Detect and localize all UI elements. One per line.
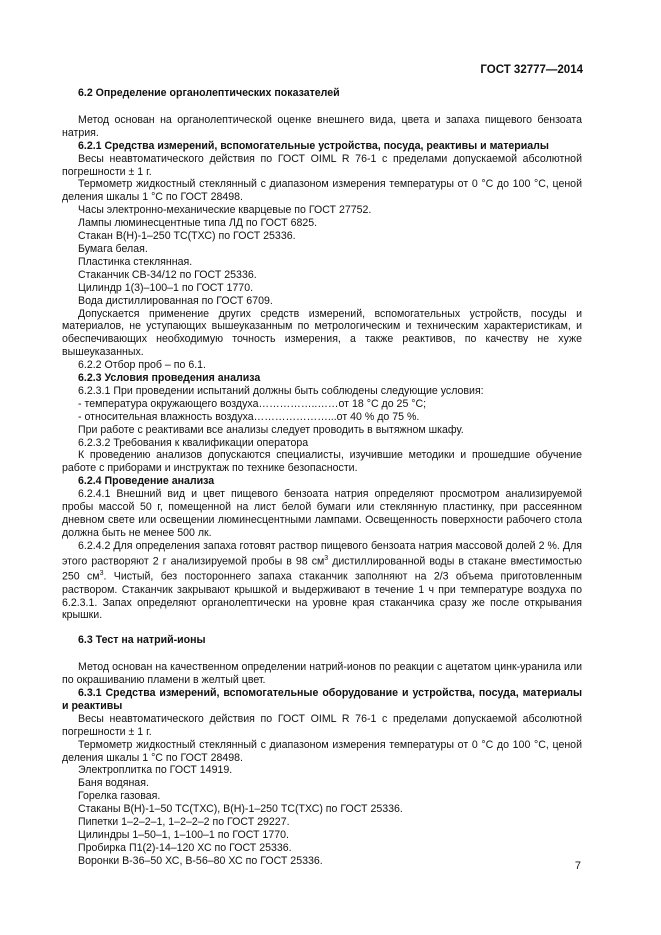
list-item: Стаканчик СВ-34/12 по ГОСТ 25336. xyxy=(78,268,257,281)
subsection-6-2-4-2 xyxy=(62,540,582,623)
standard-header: ГОСТ 32777—2014 xyxy=(480,64,583,76)
subsection-6-2-3-2: 6.2.3.2 Требования к квалификации оператора xyxy=(78,436,309,449)
subsection-6-2-2: 6.2.2 Отбор проб – по 6.1. xyxy=(78,359,206,372)
list-item: Пластинка стеклянная. xyxy=(78,255,193,268)
list-item: Баня водяная. xyxy=(78,777,149,790)
section-6-3-title: 6.3 Тест на натрий-ионы xyxy=(78,634,206,647)
list-item: Воронки В-36–50 ХС, В-56–80 ХС по ГОСТ 25336. xyxy=(78,854,323,867)
subsection-6-2-3-1: 6.2.3.1 При проведении испытаний должны быть соблюдены следующие условия: xyxy=(78,384,484,397)
section-6-2-title: 6.2 Определение органолептических показателей xyxy=(78,87,340,99)
list-item: Бумага белая. xyxy=(78,242,148,255)
condition-temperature: - температура окружающего воздуха……………..……от 18 °С до 25 °С; xyxy=(78,397,427,410)
superscript: 3 xyxy=(324,554,329,562)
list-item: Горелка газовая. xyxy=(78,790,161,803)
list-item: Термометр жидкостный стеклянный с диапазоном измерения температуры от 0 °С до 100 °С, ценой деления шкалы 1 °С по ГОСТ 28498. xyxy=(62,178,582,204)
condition-humidity: - относительная влажность воздуха…………………...от 40 % до 75 %. xyxy=(78,410,420,423)
list-item: Пробирка П1(2)-14–120 ХС по ГОСТ 25336. xyxy=(78,841,292,854)
list-item: Стаканы В(Н)-1–50 ТС(ТХС), В(Н)-1–250 ТС(ТХС) по ГОСТ 25336. xyxy=(78,803,403,816)
subsection-6-2-3-title: 6.2.3 Условия проведения анализа xyxy=(78,372,261,385)
spacer xyxy=(62,622,582,634)
list-item: Электроплитка по ГОСТ 14919. xyxy=(78,764,233,777)
subsection-6-2-4-title: 6.2.4 Проведение анализа xyxy=(78,475,215,488)
list-item: Весы неавтоматического действия по ГОСТ OIML R 76-1 с пределами допускаемой абсолютной погрешности ± 1 г. xyxy=(62,152,582,178)
page-number: 7 xyxy=(574,860,581,872)
paragraph: К проведению анализов допускаются специалисты, изучившие методики и прошедшие обучение работе с приборами и инструктаж по технике безопасности. xyxy=(62,449,582,475)
list-item: Термометр жидкостный стеклянный с диапазоном измерения температуры от 0 °С до 100 °С, ценой деления шкалы 1 °С по ГОСТ 28498. xyxy=(62,738,582,764)
list-item: Лампы люминесцентные типа ЛД по ГОСТ 6825. xyxy=(78,217,318,230)
superscript: 3 xyxy=(99,570,104,578)
text-run: 6.2.4.2 Для определения запаха готовят раствор пищевого бензоата натрия массовой долей 2 %. Для этого растворяют 2 г анализируемой пробы в 98 см xyxy=(62,539,582,568)
paragraph: Допускается применение других средств измерений, вспомогательных устройств, посуды и материалов, не уступающих вышеуказанным по метрологическим и техническим характеристикам, и обеспечивающих необходимую точность измерения, а также реактивов, по качеству не хуже вышеуказанных. xyxy=(62,307,582,359)
list-item: Вода дистиллированная по ГОСТ 6709. xyxy=(78,294,273,307)
paragraph: Метод основан на органолептической оценке внешнего вида, цвета и запаха пищевого бензоата натрия. xyxy=(62,113,582,139)
condition-note: При работе с реактивами все анализы следует проводить в вытяжном шкафу. xyxy=(78,423,464,436)
list-item: Стакан В(Н)-1–250 ТС(ТХС) по ГОСТ 25336. xyxy=(78,230,296,243)
list-item: Часы электронно-механические кварцевые по ГОСТ 27752. xyxy=(78,204,372,217)
list-item: Пипетки 1–2–2–1, 1–2–2–2 по ГОСТ 29227. xyxy=(78,816,290,829)
list-item: Весы неавтоматического действия по ГОСТ OIML R 76-1 с пределами допускаемой абсолютной погрешности ± 1 г. xyxy=(62,712,582,738)
list-item: Цилиндры 1–50–1, 1–100–1 по ГОСТ 1770. xyxy=(78,829,289,841)
subsection-6-3-1-title: 6.3.1 Средства измерений, вспомогательные оборудование и устройства, посуда, материалы и реактивы xyxy=(62,687,582,712)
subsection-6-2-4-1: 6.2.4.1 Внешний вид и цвет пищевого бензоата натрия определяют просмотром анализируемой пробы массой 50 г, помещенной на лист белой бумаги или стеклянную пластинку, при рассеянном дневном свете или освещении люминесцентными лампами. Освещенность поверхности рабочего стола должна быть не менее 500 лк. xyxy=(62,488,582,539)
page-content xyxy=(62,87,582,868)
list-item: Цилиндр 1(3)–100–1 по ГОСТ 1770. xyxy=(78,281,254,294)
text-run: . Чистый, без постороннего запаха стаканчик заполняют на 2/3 объема приготовленным раствором. Стаканчик закрывают крышкой и выдерживают в течение 1 ч при температуре воздуха по 6.2.3.1. Запах определяют органолептически на уровне края стаканчика сразу же после открывания крышки. xyxy=(62,570,583,622)
paragraph: Метод основан на качественном определении натрий-ионов по реакции с ацетатом цинк-уранила или по окрашиванию пламени в желтый цвет. xyxy=(62,661,582,687)
subsection-6-2-1-title: 6.2.1 Средства измерений, вспомогательные устройства, посуда, реактивы и материалы xyxy=(78,139,549,152)
text-run: дистиллированной воды в стакане вместимостью 250 см xyxy=(62,555,582,583)
